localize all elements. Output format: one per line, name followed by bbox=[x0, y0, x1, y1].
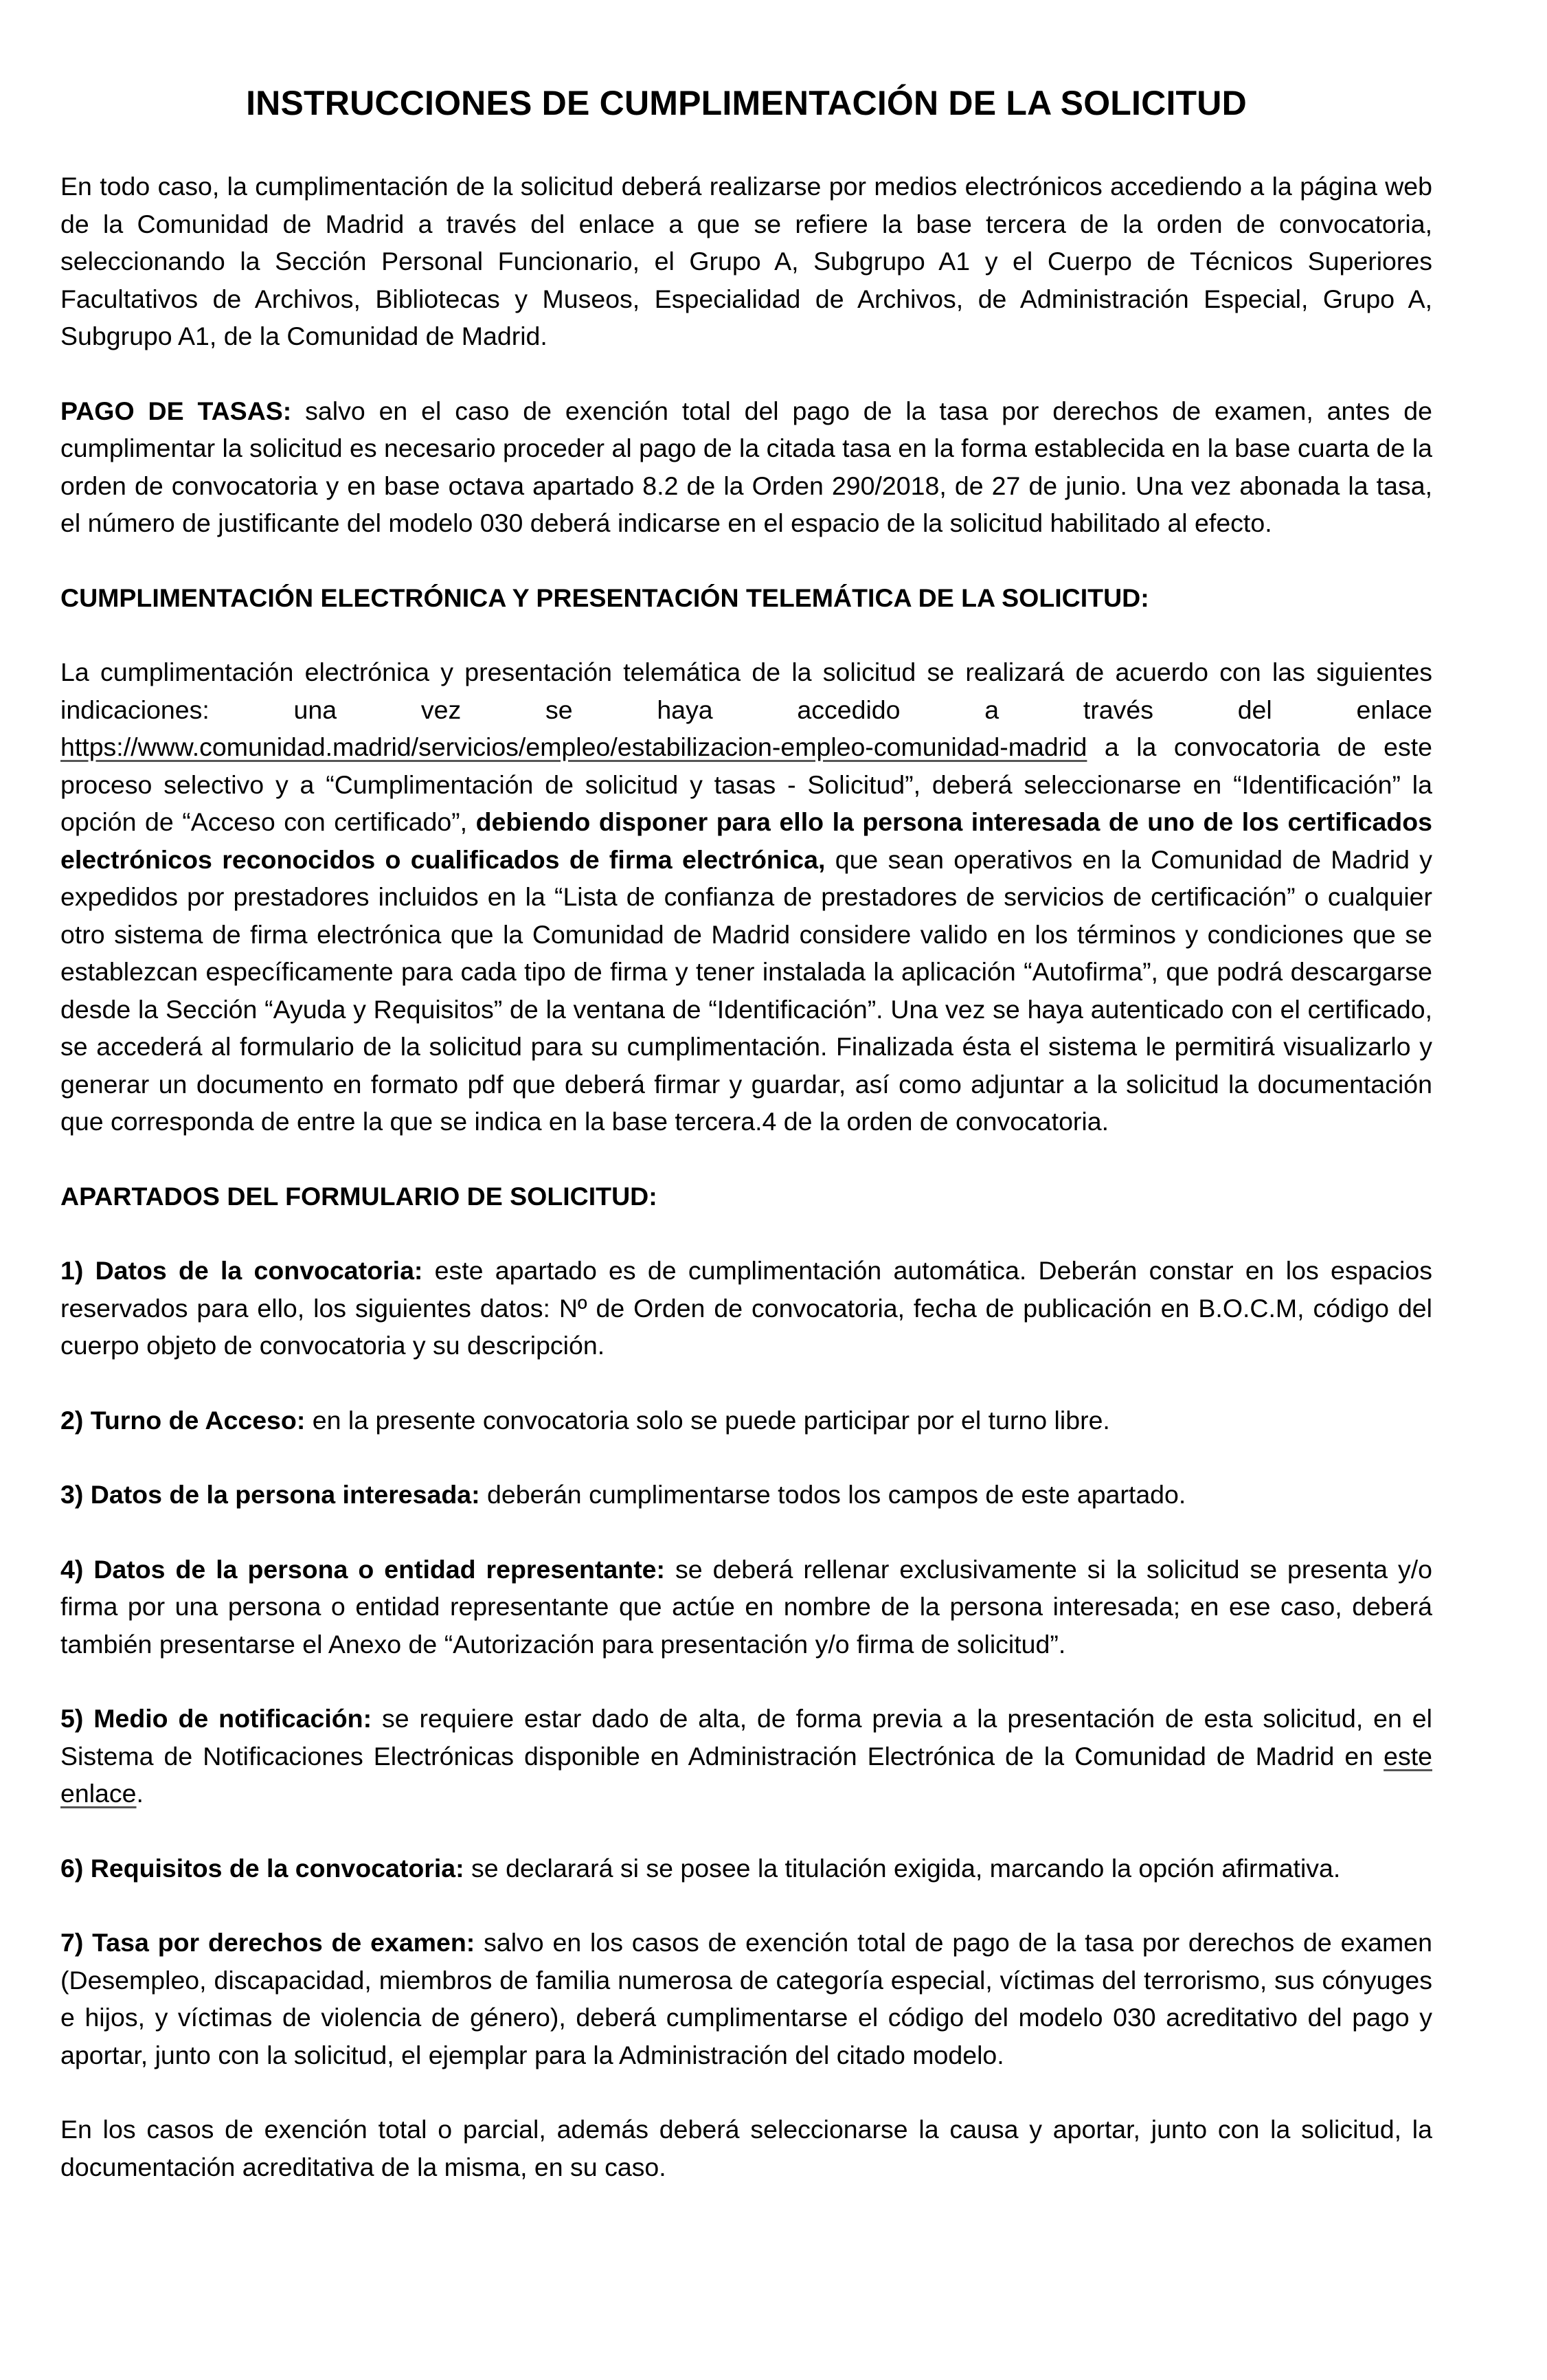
bold-text: debiendo disponer para ello la persona interesada de uno de los certificados electrónicos reconocidos o cualificados de firma electrónica, bbox=[60, 807, 1432, 874]
paragraph bbox=[60, 1476, 1432, 1514]
paragraph bbox=[60, 1551, 1432, 1663]
document-page bbox=[60, 77, 1432, 2223]
bold-text: 3) Datos de la persona interesada: bbox=[60, 1480, 480, 1509]
text: En los casos de exención total o parcial, además deberá seleccionarse la causa y aportar, junto con la solicitud, la documentación acreditativa de la misma, en su caso. bbox=[60, 2115, 1432, 2181]
text: a la convocatoria de este proceso selectivo y a “Cumplimentación de solicitud y tasas - Solicitud”, deberá seleccionarse en “Identificación” la opción de “Acceso con certificado”, bbox=[60, 732, 1432, 836]
section-heading bbox=[60, 1178, 1432, 1215]
text: se declarará si se posee la titulación exigida, marcando la opción afirmativa. bbox=[464, 1853, 1341, 1883]
paragraph bbox=[60, 1924, 1432, 2074]
text: que sean operativos en la Comunidad de Madrid y expedidos por prestadores incluidos en la “Lista de confianza de prestadores de servicios de certificación” o cualquier otro sistema de firma electrónica que la Comunidad de Madrid considere valido en los términos y condiciones que se establezcan específicamente para cada tipo de firma y tener instalada la aplicación “Autofirma”, que podrá descargarse desde la Sección “Ayuda y Requisitos” de la ventana de “Identificación”. Una vez se haya autenticado con el certificado, se accederá al formulario de la solicitud para su cumplimentación. Finalizada ésta el sistema le permitirá visualizarlo y generar un documento en formato pdf que deberá firmar y guardar, así como adjuntar a la solicitud la documentación que corresponda de entre la que se indica en la base tercera.4 de la orden de convocatoria. bbox=[60, 844, 1433, 1136]
paragraph bbox=[60, 1252, 1432, 1365]
paragraph bbox=[60, 1402, 1432, 1439]
bold-text: 5) Medio de notificación: bbox=[60, 1704, 372, 1733]
text: en la presente convocatoria solo se puede participar por el turno libre. bbox=[305, 1405, 1110, 1435]
paragraph bbox=[60, 168, 1432, 355]
bold-text: 2) Turno de Acceso: bbox=[60, 1405, 306, 1435]
hyperlink[interactable]: este enlace bbox=[60, 1741, 1432, 1808]
paragraph bbox=[60, 2111, 1432, 2186]
paragraph bbox=[60, 1700, 1432, 1812]
text: se deberá rellenar exclusivamente si la solicitud se presenta y/o firma por una persona o entidad representante que actúe en nombre de la persona interesada; en ese caso, deberá también presentarse el Anexo de “Autorización para presentación y/o firma de solicitud”. bbox=[60, 1554, 1432, 1659]
text: La cumplimentación electrónica y presentación telemática de la solicitud se realizará de acuerdo con las siguientes indicaciones: una vez se haya accedido a través del enlace bbox=[60, 658, 1432, 724]
bold-text: 6) Requisitos de la convocatoria: bbox=[60, 1853, 464, 1883]
bold-text: 4) Datos de la persona o entidad representante: bbox=[60, 1554, 666, 1584]
paragraph bbox=[60, 653, 1432, 1141]
text: APARTADOS DEL FORMULARIO DE SOLICITUD: bbox=[60, 1181, 657, 1211]
text: salvo en el caso de exención total del pago de la tasa por derechos de examen, antes de cumplimentar la solicitud es necesario proceder al pago de la citada tasa en la forma establecida en la base cuarta de la orden de convocatoria y en base octava apartado 8.2 de la Orden 290/2018, de 27 de junio. Una vez abonada la tasa, el número de justificante del modelo 030 deberá indicarse en el espacio de la solicitud habilitado al efecto. bbox=[60, 396, 1433, 537]
paragraph bbox=[60, 392, 1432, 542]
text: deberán cumplimentarse todos los campos de este apartado. bbox=[479, 1480, 1186, 1509]
document-body bbox=[60, 168, 1432, 2186]
text: este apartado es de cumplimentación automática. Deberán constar en los espacios reservados para ello, los siguientes datos: Nº de Orden de convocatoria, fecha de publicación en B.O.C.M, código del cuerpo objeto de convocatoria y su descripción. bbox=[60, 1256, 1432, 1360]
bold-text: 1) Datos de la convocatoria: bbox=[60, 1256, 423, 1285]
text: se requiere estar dado de alta, de forma previa a la presentación de esta solicitud, en el Sistema de Notificaciones Electrónicas disponible en Administración Electrónica de la Comunidad de Madrid en bbox=[60, 1704, 1432, 1771]
document-title: INSTRUCCIONES DE CUMPLIMENTACIÓN DE LA SOLICITUD bbox=[246, 84, 1247, 122]
text: En todo caso, la cumplimentación de la solicitud deberá realizarse por medios electrónicos accediendo a la página web de la Comunidad de Madrid a través del enlace a que se refiere la base tercera de la orden de convocatoria, seleccionando la Sección Personal Funcionario, el Grupo A, Subgrupo A1 y el Cuerpo de Técnicos Superiores Facultativos de Archivos, Bibliotecas y Museos, Especialidad de Archivos, de Administración Especial, Grupo A, Subgrupo A1, de la Comunidad de Madrid. bbox=[60, 172, 1432, 350]
text: CUMPLIMENTACIÓN ELECTRÓNICA Y PRESENTACIÓN TELEMÁTICA DE LA SOLICITUD: bbox=[60, 583, 1149, 612]
text: . bbox=[136, 1779, 144, 1808]
text: salvo en los casos de exención total de pago de la tasa por derechos de examen (Desempleo, discapacidad, miembros de familia numerosa de categoría especial, víctimas del terrorismo, sus cónyuges e hijos, y víctimas de violencia de género), deberá cumplimentarse el código del modelo 030 acreditativo del pago y aportar, junto con la solicitud, el ejemplar para la Administración del citado modelo. bbox=[60, 1928, 1432, 2069]
paragraph bbox=[60, 1850, 1432, 1887]
hyperlink[interactable]: https://www.comunidad.madrid/servicios/empleo/estabilizacion-empleo-comunidad-madrid bbox=[60, 732, 1087, 761]
section-heading bbox=[60, 579, 1432, 617]
bold-text: PAGO DE TASAS: bbox=[60, 396, 292, 425]
bold-text: 7) Tasa por derechos de examen: bbox=[60, 1928, 475, 1957]
